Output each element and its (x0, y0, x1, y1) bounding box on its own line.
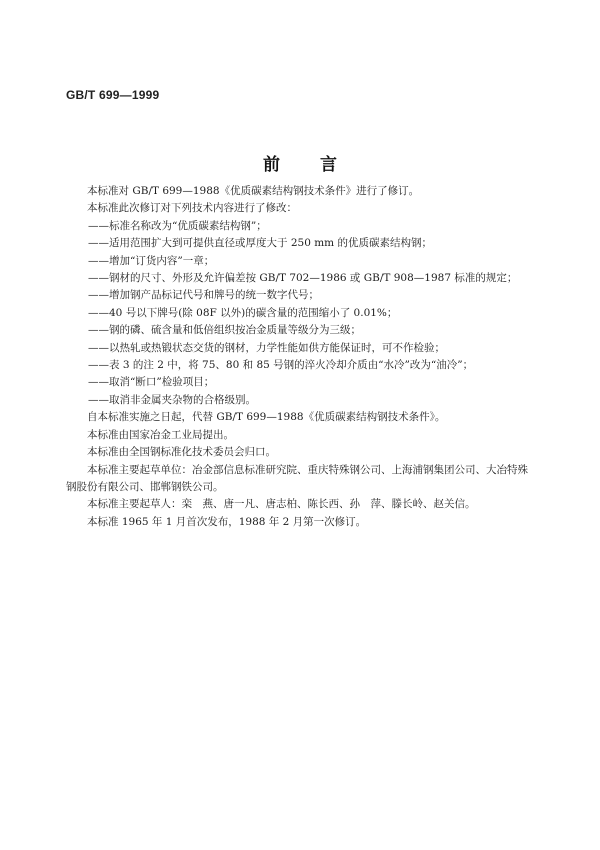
paragraph-drafting-units: 本标准主要起草单位：冶金部信息标准研究院、重庆特殊钢公司、上海浦钢集团公司、大冶特殊钢股份有限公司、邯郸钢铁公司。 (66, 463, 528, 493)
change-item: ——钢的磷、硫含量和低倍组织按冶金质量等级分为三级； (88, 324, 361, 337)
paragraph-revision-note: 本标准对 GB/T 699—1988《优质碳素结构钢技术条件》进行了修订。 (87, 185, 420, 197)
paragraph-proposed-by: 本标准由国家冶金工业局提出。 (87, 428, 234, 441)
change-item: ——取消非金属夹杂物的合格级别。 (88, 393, 256, 406)
paragraph-drafters: 本标准主要起草人：栾 燕、唐一凡、唐志柏、陈长西、孙 萍、滕长岭、赵关信。 (87, 498, 476, 511)
page-title: 前言 (263, 155, 377, 175)
change-item: ——适用范围扩大到可提供直径或厚度大于 250 mm 的优质碳素结构钢； (88, 237, 432, 250)
change-item: ——钢材的尺寸、外形及允许偏差按 GB/T 702—1986 或 GB/T 908—1987 标准的规定； (88, 272, 518, 285)
paragraph-changes-intro: 本标准此次修订对下列技术内容进行了修改： (87, 202, 297, 215)
change-item: ——标准名称改为“优质碳素结构钢”； (88, 219, 267, 232)
change-item: ——取消“断口”检验项目； (88, 376, 215, 389)
standard-code: GB/T 699—1999 (66, 88, 160, 102)
change-item: ——增加钢产品标记代号和牌号的统一数字代号； (88, 289, 319, 302)
paragraph-supersedes: 自本标准实施之日起，代替 GB/T 699—1988《优质碳素结构钢技术条件》。 (87, 411, 446, 424)
change-item: ——40 号以下牌号(除 08F 以外)的碳含量的范围缩小了 0.01%； (88, 306, 398, 319)
change-item: ——增加“订货内容”一章； (88, 254, 215, 267)
change-item: ——以热轧或热锻状态交货的钢材，力学性能如供方能保证时，可不作检验； (88, 341, 445, 354)
foreword-body (66, 183, 536, 531)
paragraph-history: 本标准 1965 年 1 月首次发布，1988 年 2 月第一次修订。 (87, 515, 367, 528)
change-item: ——表 3 的注 2 中，将 75、80 和 85 号钢的淬火冷却介质由“水冷”改为“油冷”； (88, 359, 474, 372)
paragraph-centralized-by: 本标准由全国钢标准化技术委员会归口。 (87, 446, 276, 459)
